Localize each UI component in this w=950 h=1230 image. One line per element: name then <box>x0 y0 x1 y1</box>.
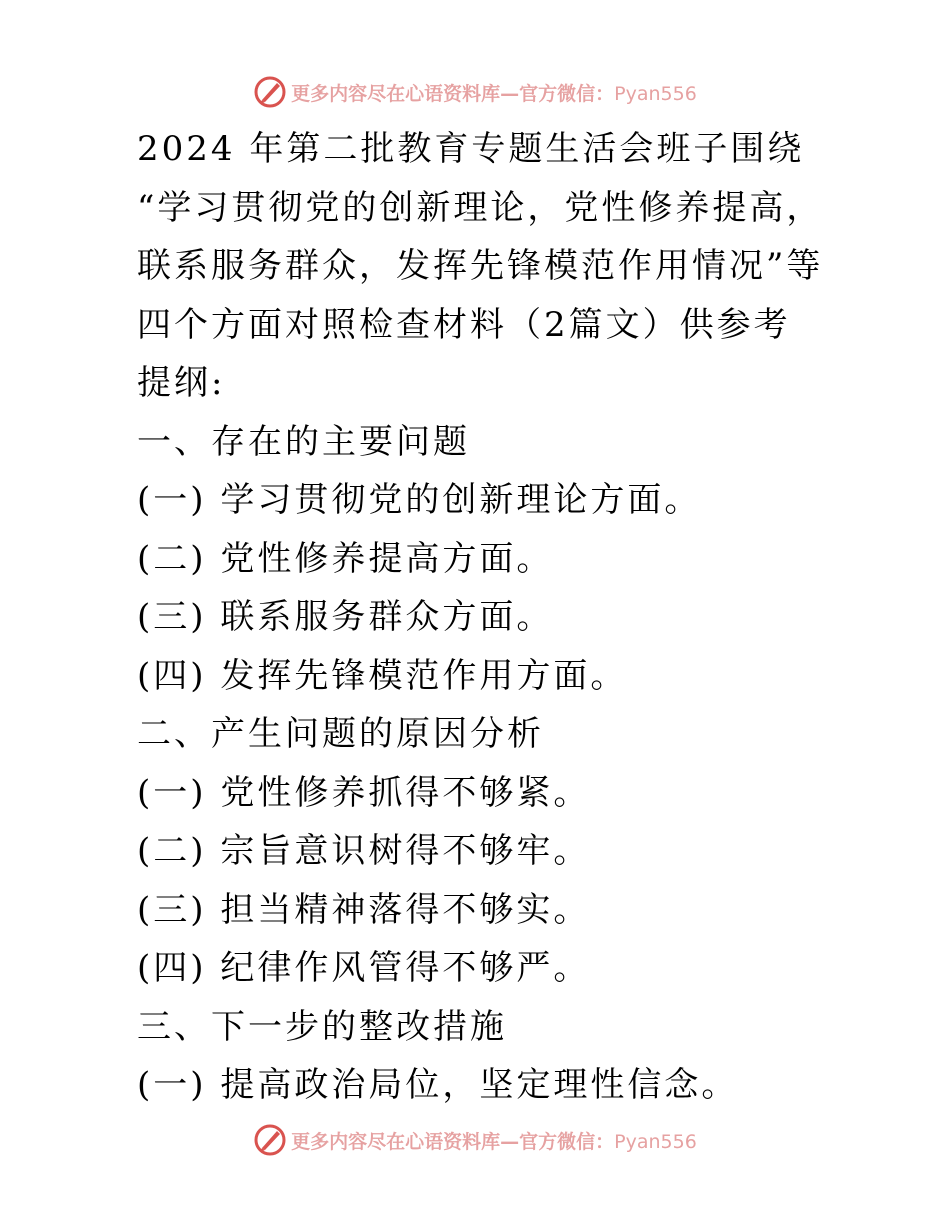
watermark-text <box>291 1127 697 1154</box>
title-line-3: 联系服务群众，发挥先锋模范作用情况”等 <box>137 246 824 286</box>
quill-pen-logo-icon <box>253 75 287 109</box>
section-heading-2: 二、产生问题的原因分析 <box>137 714 544 754</box>
watermark-wechat-id: Pyan556 <box>614 82 697 105</box>
section-2-item-4: (四) 纪律作风管得不够严。 <box>137 948 591 988</box>
document-body <box>137 120 837 1115</box>
section-1-item-4: (四) 发挥先锋模范作用方面。 <box>137 655 628 696</box>
header-watermark <box>0 72 950 112</box>
watermark-wechat-id: Pyan556 <box>614 1130 697 1153</box>
title-line-1: 2024 年第二批教育专题生活会班子围绕 <box>137 129 805 169</box>
section-1-item-1: (一) 学习贯彻党的创新理论方面。 <box>137 480 702 520</box>
section-heading-1: 一、存在的主要问题 <box>137 421 470 462</box>
footer-watermark <box>0 1120 950 1160</box>
section-1-item-2: (二) 党性修养提高方面。 <box>137 538 554 579</box>
title-line-4: 四个方面对照检查材料（2篇文）供参考 <box>137 304 791 345</box>
outline-label: 提纲: <box>137 363 226 403</box>
title-line-2: “学习贯彻党的创新理论，党性修养提高， <box>137 187 824 228</box>
quill-pen-logo-icon <box>253 1123 287 1157</box>
watermark-text <box>291 79 697 106</box>
section-2-item-2: (二) 宗旨意识树得不够牢。 <box>137 831 591 871</box>
section-1-item-3: (三) 联系服务群众方面。 <box>137 597 554 637</box>
section-heading-3: 三、下一步的整改措施 <box>137 1006 507 1047</box>
section-2-item-1: (一) 党性修养抓得不够紧。 <box>137 772 591 813</box>
watermark-brand: 更多内容尽在心语资料库—官方微信： <box>291 1130 615 1153</box>
section-2-item-3: (三) 担当精神落得不够实。 <box>137 889 591 930</box>
watermark-brand: 更多内容尽在心语资料库—官方微信： <box>291 82 615 105</box>
section-3-item-1: (一) 提高政治局位，坚定理性信念。 <box>137 1065 739 1105</box>
